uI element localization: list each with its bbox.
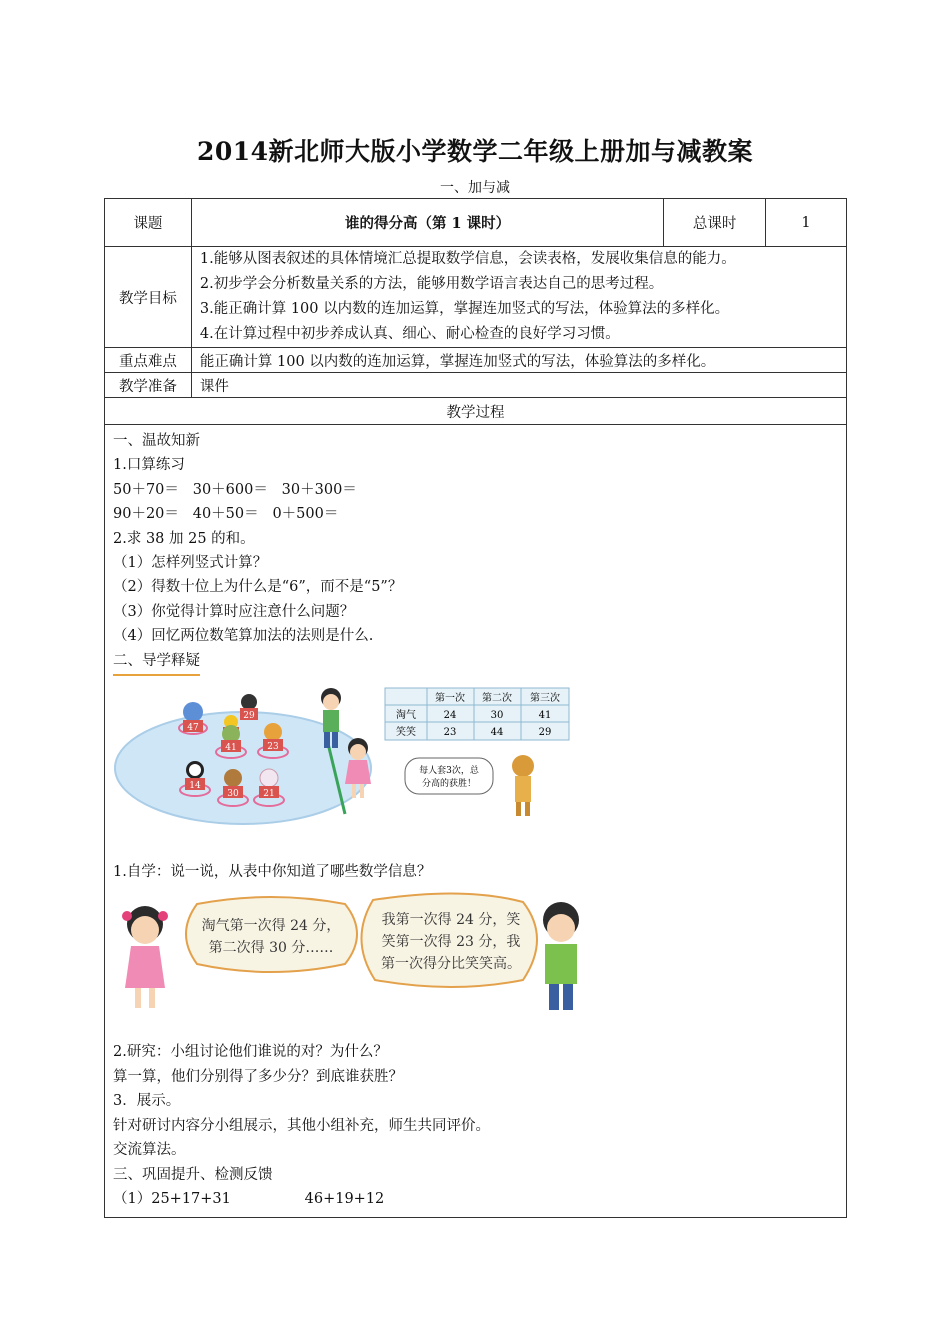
dialogue-illustration [113,890,593,1030]
bubble-text: 笑第一次得 23 分，我 [381,934,521,951]
table-header: 第一次 [435,693,465,705]
objective-item: 3.能正确计算 100 以内数的连加运算，掌握连加竖式的写法，体验算法的多样化。 [199,301,730,317]
process-line: 交流算法。 [113,1142,186,1159]
section-heading [113,649,846,676]
objective-item: 2.初步学会分析数量关系的方法，能够用数学语言表达自己的思考过程。 [199,276,664,292]
process-line: （1）25+17+31 46+19+12 [113,1190,385,1207]
table-cell: 29 [538,727,552,739]
speech-bubble-right [361,894,537,988]
table-row-label: 笑笑 [396,727,416,739]
speech-bubble-left [186,897,357,972]
table-cell: 41 [538,710,552,722]
key-points-row [105,348,847,373]
lesson-plan-table [104,198,847,1218]
table-cell: 24 [443,710,457,722]
topic-label: 课题 [105,199,192,247]
section-subtitle: 一、加与减 [440,180,510,196]
hours-label: 总课时 [664,199,766,247]
process-line: （2）得数十位上为什么是“6”，而不是“5”？ [113,579,403,596]
preparation-text: 课件 [191,373,846,398]
penguin-icon [241,694,257,710]
speech-bubble [405,758,493,794]
svg-text:分高的获胜！: 分高的获胜！ [421,779,477,790]
objectives-row [105,247,847,348]
target-score: 14 [189,781,201,792]
topic-value: 谁的得分高（第 1 课时） [191,199,663,247]
process-row [105,425,847,1218]
bubble-text: 淘气第一次得 24 分， [201,918,341,935]
elephant-icon [183,702,203,722]
process-line: 2.求 38 加 25 的和。 [113,530,255,547]
process-line: （3）你觉得计算时应注意什么问题？ [113,603,355,620]
process-line: 3．展示。 [113,1093,181,1110]
page-title: 2014新北师大版小学数学二年级上册加与减教案 [196,137,754,166]
process-header-row [105,398,847,425]
objectives-label: 教学目标 [105,247,192,348]
preparation-label: 教学准备 [105,373,192,398]
boy-figure [543,902,579,1010]
process-cell [105,425,847,1218]
objectives-cell [191,247,846,348]
table-cell: 44 [490,727,504,739]
process-line: 50＋70＝ 30＋600＝ 30＋300＝ [113,481,357,498]
hours-value: 1 [766,199,847,247]
bubble-text: 我第一次得 24 分，笑 [381,912,521,929]
ring-toss-illustration [113,686,583,836]
process-line: 算一算，他们分别得了多少分？到底谁获胜？ [113,1068,403,1085]
table-header: 第三次 [530,693,560,705]
table-header: 第二次 [482,693,512,705]
target-score: 30 [227,789,239,800]
svg-text:每人套3次，总: 每人套3次，总 [419,766,479,777]
key-points-text: 能正确计算 100 以内数的连加运算，掌握连加竖式的写法，体验算法的多样化。 [191,348,846,373]
process-line: 一、温故知新 [113,433,200,449]
squirrel-icon [224,769,242,787]
score-table [385,688,569,740]
bubble-text: 第二次得 30 分…… [208,940,334,957]
process-line: 三、巩固提升、检测反馈 [113,1166,273,1183]
table-cell: 30 [490,710,504,722]
process-line: 1.口算练习 [113,457,185,474]
process-line: 2.研究：小组讨论他们谁说的对？为什么？ [113,1044,388,1061]
section-2-title: 二、导学释疑 [113,649,200,676]
table-cell: 23 [443,727,457,739]
dog-mascot [512,755,534,816]
key-points-label: 重点难点 [105,348,192,373]
process-line: （1）怎样列竖式计算？ [113,555,268,572]
bubble-text: 第一次得分比笑笑高。 [381,956,521,973]
target-score: 41 [225,743,237,754]
objective-item: 1.能够从图表叙述的具体情境汇总提取数学信息，会读表格，发展收集信息的能力。 [199,251,736,267]
objective-item: 4.在计算过程中初步养成认真、细心、耐心检查的良好学习习惯。 [199,326,620,342]
topic-row [105,199,847,247]
process-line: （4）回忆两位数笔算加法的法则是什么. [113,628,374,645]
target-score: 23 [267,742,279,753]
process-line: 90＋20＝ 40＋50＝ 0＋500＝ [113,506,339,523]
process-header: 教学过程 [105,398,847,425]
rabbit-icon [260,769,278,787]
preparation-row [105,373,847,398]
girl-figure [122,906,168,1008]
table-row-label: 淘气 [396,710,416,722]
process-line: 针对研讨内容分小组展示，其他小组补充，师生共同评价。 [113,1117,490,1134]
dog-icon [264,723,282,741]
target-score: 29 [243,711,255,722]
target-score: 47 [187,723,199,734]
target-score: 21 [263,789,275,800]
process-line: 1.自学：说一说，从表中你知道了哪些数学信息？ [113,864,432,881]
